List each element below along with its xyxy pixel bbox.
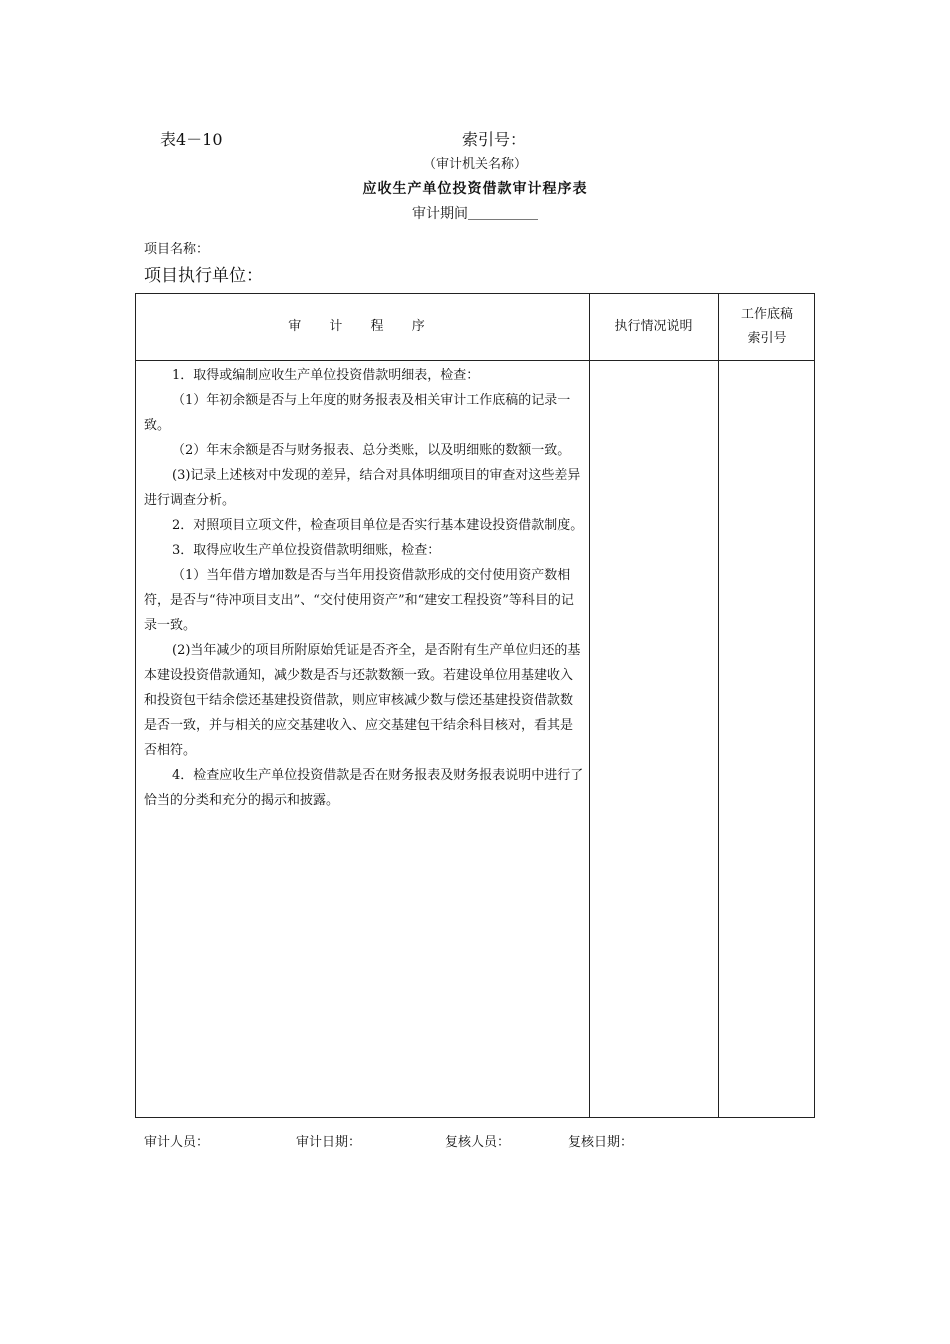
procedure-item: （1）年初余额是否与上年度的财务报表及相关审计工作底稿的记录一致。 <box>144 393 571 433</box>
index-number-label: 索引号： <box>462 130 527 149</box>
procedure-item: （2）年末余额是否与财务报表、总分类账，以及明细账的数额一致。 <box>172 443 571 458</box>
column-header-procedure: 审 计 程 序 <box>288 319 437 334</box>
reviewer-label: 复核人员： <box>445 1135 511 1150</box>
audit-org-name: （审计机关名称） <box>422 157 527 172</box>
audit-period: 审计期间＿＿＿＿＿ <box>412 206 538 222</box>
column-header-execution: 执行情况说明 <box>614 319 693 334</box>
procedure-item: 3．取得应收生产单位投资借款明细账，检查： <box>172 543 441 558</box>
review-date-label: 复核日期： <box>568 1135 634 1150</box>
procedure-item: 1．取得或编制应收生产单位投资借款明细表，检查： <box>172 368 480 383</box>
column-header-workpaper-line2: 索引号 <box>747 331 787 346</box>
table-number: 表4－10 <box>160 130 223 149</box>
procedure-item: 2．对照项目立项文件，检查项目单位是否实行基本建设投资借款制度。 <box>172 518 584 533</box>
document-title: 应收生产单位投资借款审计程序表 <box>362 181 588 197</box>
procedure-list <box>144 360 584 813</box>
procedure-item: 4．检查应收生产单位投资借款是否在财务报表及财务报表说明中进行了恰当的分类和充分的揭示和披露。 <box>144 768 584 808</box>
column-header-workpaper-index <box>718 294 816 360</box>
auditor-label: 审计人员： <box>144 1135 210 1150</box>
procedure-item: (2)当年减少的项目所附原始凭证是否齐全，是否附有生产单位归还的基本建设投资借款通知，减少数是否与还款数额一致。若建设单位用基建收入和投资包干结余偿还基建投资借款，则应审核减少数与偿还基建投资借款数是否一致，并与相关的应交基建收入、应交基建包干结余科目核对，看其是否相符。 <box>144 643 581 758</box>
project-name-label: 项目名称： <box>144 242 210 257</box>
project-unit-label: 项目执行单位： <box>144 266 263 286</box>
procedure-item: (3)记录上述核对中发现的差异，结合对具体明细项目的审查对这些差异进行调查分析。 <box>144 468 581 508</box>
column-divider <box>589 294 590 1117</box>
audit-date-label: 审计日期： <box>296 1135 362 1150</box>
column-header-workpaper-line1: 工作底稿 <box>740 307 793 322</box>
audit-procedure-table <box>135 293 815 1118</box>
column-divider <box>718 294 719 1117</box>
procedure-item: （1）当年借方增加数是否与当年用投资借款形成的交付使用资产数相符，是否与“待冲项目支出”、“交付使用资产”和“建安工程投资”等科目的记录一致。 <box>144 568 574 633</box>
